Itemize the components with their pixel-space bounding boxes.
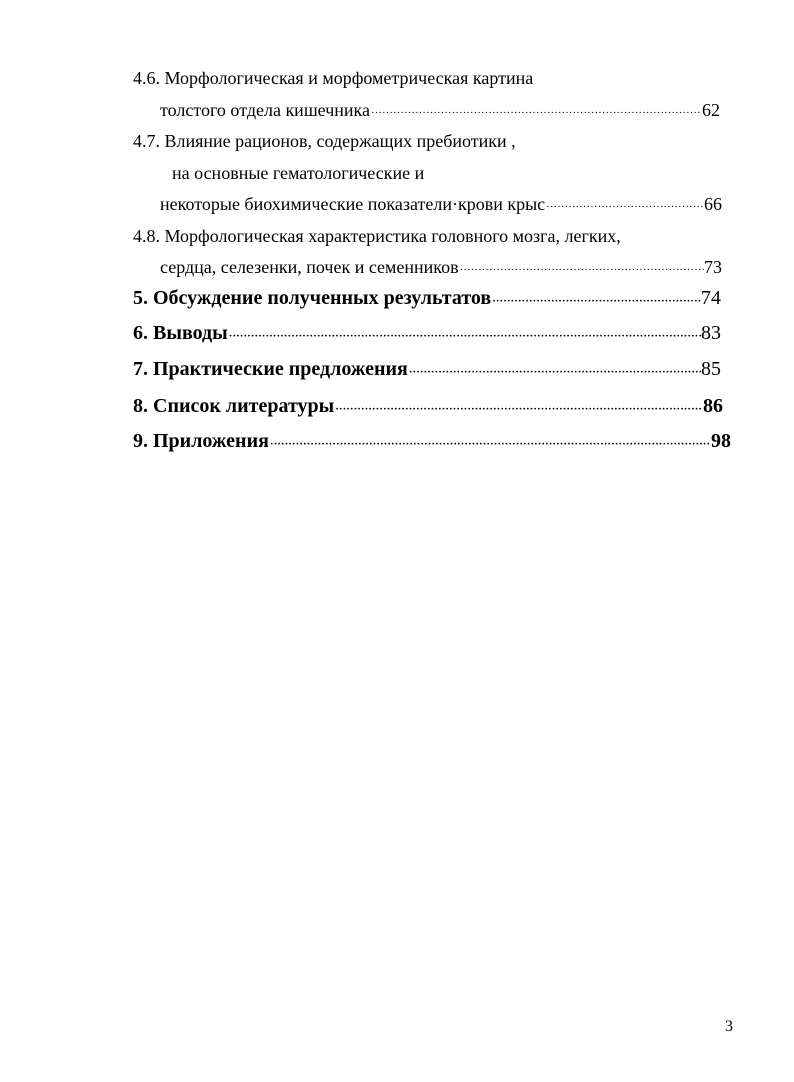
toc-entry-4-8-title: 4.8. Морфологическая характеристика головного мозга, легких, bbox=[133, 226, 621, 246]
dot-leader bbox=[334, 397, 703, 421]
dot-leader bbox=[228, 324, 701, 348]
toc-entry-4-7-title: 4.7. Влияние рационов, содержащих пребиотики , bbox=[133, 131, 516, 151]
page-number: 3 bbox=[725, 1018, 733, 1035]
toc-chapter-9-title: 9. Приложения bbox=[133, 430, 269, 452]
toc-chapter-6[interactable] bbox=[133, 321, 721, 348]
toc-entry-4-6-subtitle: толстого отдела кишечника bbox=[160, 100, 370, 120]
dot-leader bbox=[408, 360, 701, 384]
toc-entry-4-7-subtitle-2: некоторые биохимические показатели·крови крыс bbox=[160, 194, 546, 214]
toc-chapter-9[interactable] bbox=[133, 429, 731, 456]
toc-chapter-7-page: 85 bbox=[701, 358, 721, 380]
toc-chapter-5-page: 74 bbox=[701, 287, 721, 309]
toc-entry-4-6-title: 4.6. Морфологическая и морфометрическая картина bbox=[133, 68, 534, 88]
dot-leader bbox=[459, 259, 704, 281]
dot-leader bbox=[370, 102, 702, 124]
toc-chapter-8-title: 8. Список литературы bbox=[133, 395, 335, 417]
toc-chapter-5-title: 5. Обсуждение полученных результатов bbox=[133, 287, 492, 309]
toc-chapter-5[interactable] bbox=[133, 286, 721, 313]
toc-entry-4-6-page: 62 bbox=[702, 100, 720, 120]
toc-entry-4-7-subtitle: на основные гематологические и bbox=[172, 163, 425, 183]
toc-entry-4-8-page: 73 bbox=[704, 257, 722, 277]
toc-entry-4-7-page: 66 bbox=[704, 194, 722, 214]
toc-chapter-8[interactable] bbox=[133, 394, 723, 421]
dot-leader bbox=[269, 432, 711, 456]
toc-chapter-7-title: 7. Практические предложения bbox=[133, 358, 408, 380]
toc-chapter-6-page: 83 bbox=[701, 322, 721, 344]
toc-entry-4-8-subtitle: сердца, селезенки, почек и семенников bbox=[160, 257, 459, 277]
toc-chapter-7[interactable] bbox=[133, 357, 721, 384]
toc-chapter-9-page: 98 bbox=[711, 430, 731, 452]
dot-leader bbox=[545, 196, 704, 218]
dot-leader bbox=[491, 289, 701, 313]
toc-entry-4-6[interactable] bbox=[160, 99, 720, 124]
toc-chapter-8-page: 86 bbox=[703, 395, 723, 417]
toc-entry-4-7[interactable] bbox=[160, 193, 722, 218]
toc-entry-4-8[interactable] bbox=[160, 256, 722, 281]
toc-chapter-6-title: 6. Выводы bbox=[133, 322, 228, 344]
